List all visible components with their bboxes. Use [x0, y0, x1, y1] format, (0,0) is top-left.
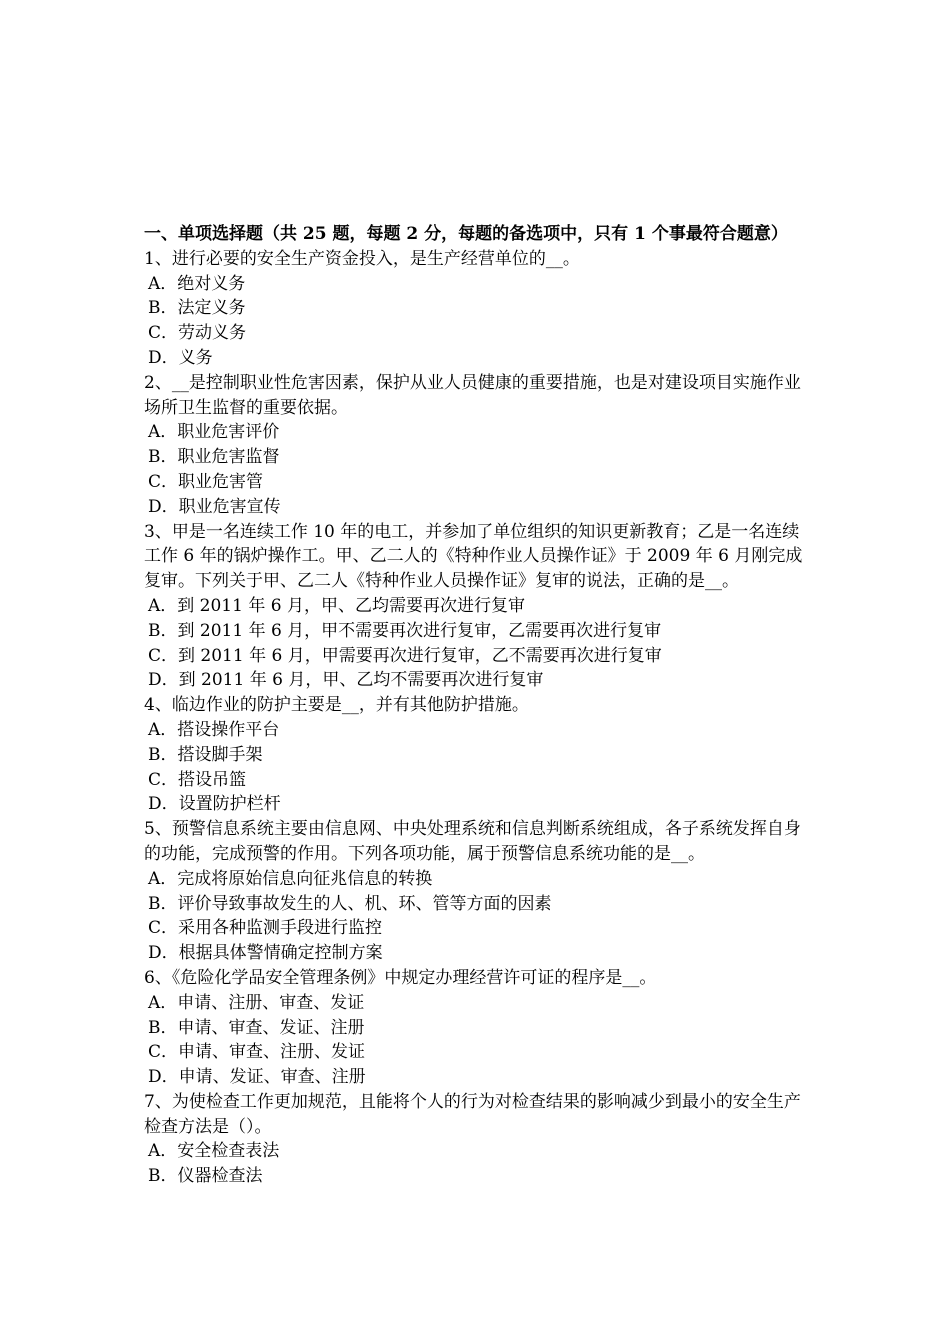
option-b: B．搭设脚手架 — [148, 744, 263, 765]
question-text: 5、预警信息系统主要由信息网、中央处理系统和信息判断系统组成，各子系统发挥自身的功能，完成预警的作用。下列各项功能，属于预警信息系统功能的是__。 — [144, 819, 801, 864]
option-a: A．职业危害评价 — [148, 422, 280, 443]
option-d: D．到 2011 年 6 月，甲、乙均不需要再次进行复审 — [148, 670, 544, 691]
question-1 — [144, 247, 812, 371]
option-c: C．到 2011 年 6 月，甲需要再次进行复审，乙不需要再次进行复审 — [148, 645, 662, 666]
document-page — [144, 222, 812, 1189]
option-list — [144, 594, 812, 693]
option-b: B．法定义务 — [148, 298, 246, 319]
option-b: B．仪器检查法 — [148, 1166, 263, 1187]
option-c: C．申请、审查、注册、发证 — [148, 1042, 366, 1063]
question-text: 1、进行必要的安全生产资金投入，是生产经营单位的__。 — [144, 248, 580, 269]
question-text: 2、__是控制职业性危害因素，保护从业人员健康的重要措施，也是对建设项目实施作业场所卫生监督的重要依据。 — [144, 372, 801, 418]
option-a: A．安全检查表法 — [148, 1141, 280, 1162]
option-list — [144, 718, 812, 817]
question-6 — [144, 966, 812, 1090]
option-d: D．设置防护栏杆 — [148, 794, 281, 815]
question-text: 3、甲是一名连续工作 10 年的电工，并参加了单位组织的知识更新教育；乙是一名连续工作 6 年的锅炉操作工。甲、乙二人的《特种作业人员操作证》于 2009 年 6 月刚完成复审。下列关于甲、乙二人《特种作业人员操作证》复审的说法，正确的是__。 — [144, 521, 803, 592]
option-b: B．申请、审查、发证、注册 — [148, 1017, 365, 1038]
option-b: B．到 2011 年 6 月，甲不需要再次进行复审，乙需要再次进行复审 — [148, 620, 662, 641]
option-c: C．职业危害管 — [148, 471, 264, 492]
option-a: A．绝对义务 — [148, 273, 246, 294]
option-c: C．搭设吊篮 — [148, 769, 247, 790]
question-text: 6、《危险化学品安全管理条例》中规定办理经营许可证的程序是__。 — [144, 967, 657, 988]
option-a: A．到 2011 年 6 月，甲、乙均需要再次进行复审 — [148, 595, 525, 616]
option-a: A．搭设操作平台 — [148, 719, 280, 740]
question-text: 4、临边作业的防护主要是__，并有其他防护措施。 — [144, 695, 529, 716]
option-a: A．申请、注册、审查、发证 — [148, 992, 365, 1013]
option-list — [144, 1139, 812, 1189]
option-b: B．评价导致事故发生的人、机、环、管等方面的因素 — [148, 893, 552, 914]
option-c: C．采用各种监测手段进行监控 — [148, 918, 383, 939]
question-3 — [144, 520, 812, 694]
question-5 — [144, 817, 812, 966]
option-d: D．根据具体警情确定控制方案 — [148, 943, 383, 964]
option-d: D．申请、发证、审查、注册 — [148, 1067, 366, 1088]
question-4 — [144, 693, 812, 817]
option-c: C．劳动义务 — [148, 323, 247, 344]
option-list — [144, 420, 812, 519]
option-list — [144, 272, 812, 371]
option-d: D．职业危害宣传 — [148, 496, 281, 517]
question-2 — [144, 371, 812, 520]
question-text: 7、为使检查工作更加规范，且能将个人的行为对检查结果的影响减少到最小的安全生产检查方法是（）。 — [144, 1091, 801, 1137]
option-a: A．完成将原始信息向征兆信息的转换 — [148, 868, 433, 889]
option-d: D．义务 — [148, 347, 213, 368]
option-b: B．职业危害监督 — [148, 447, 280, 468]
section-heading: 一、单项选择题（共 25 题，每题 2 分，每题的备选项中，只有 1 个事最符合题意） — [144, 224, 788, 244]
option-list — [144, 991, 812, 1090]
question-7 — [144, 1090, 812, 1189]
option-list — [144, 867, 812, 966]
